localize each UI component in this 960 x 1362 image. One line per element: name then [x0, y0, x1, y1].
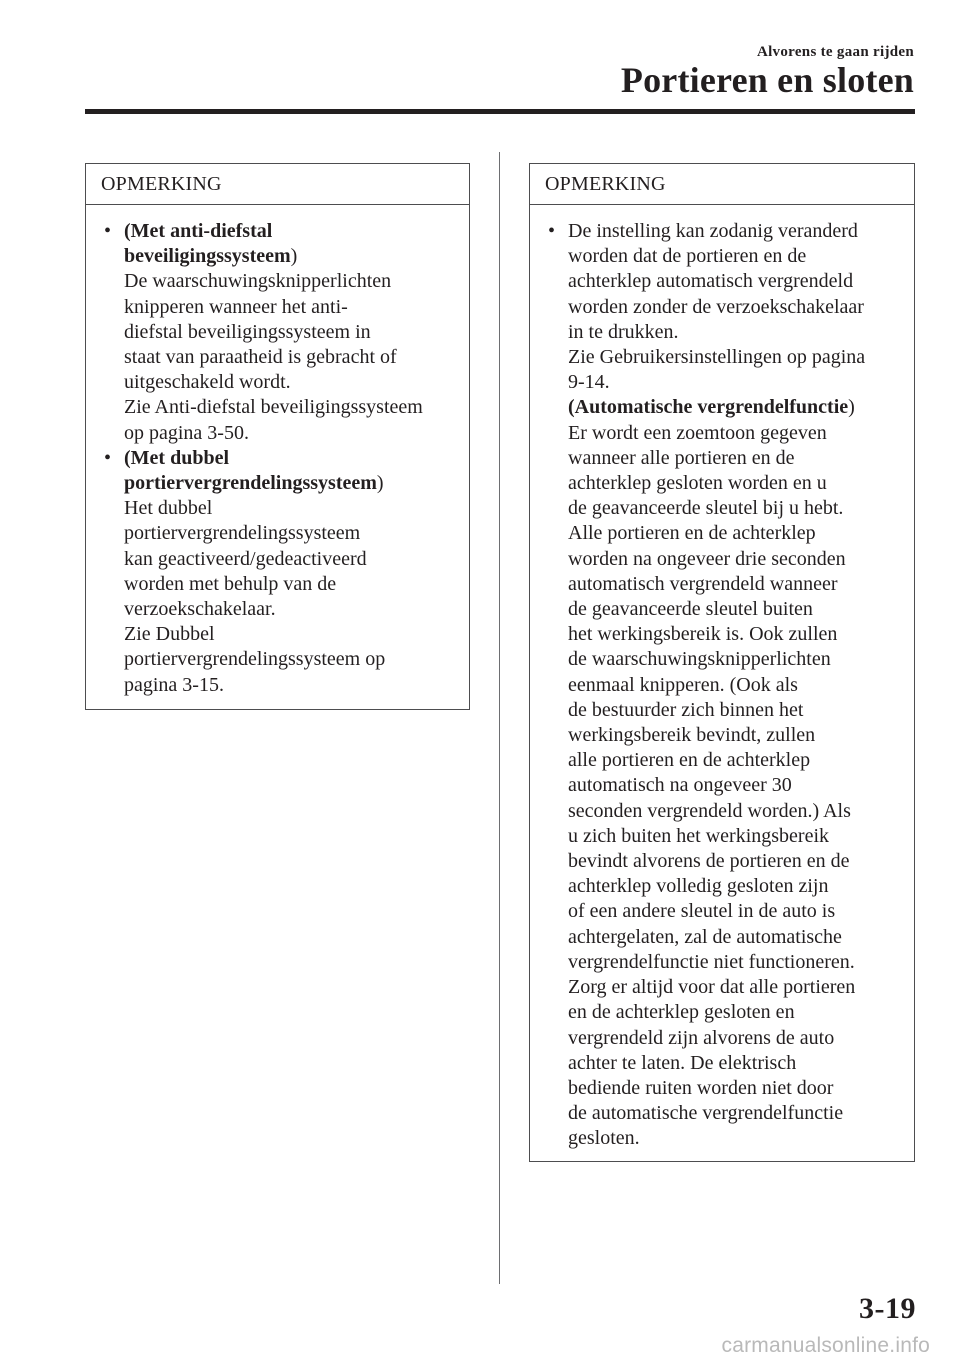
text-line [124, 421, 463, 446]
plain-text: worden zonder de verzoekschakelaar [568, 295, 864, 318]
text-line [568, 244, 908, 269]
text-line [568, 824, 908, 849]
text-line [124, 395, 463, 420]
plain-text: Zie Dubbel [124, 623, 215, 646]
header-rule [85, 109, 915, 114]
bullet: • [548, 220, 556, 242]
plain-text: het werkingsbereik is. Ook zullen [568, 623, 838, 646]
text-line [568, 748, 908, 773]
plain-text: op pagina 3-50. [124, 421, 249, 444]
bold-text: (Met anti-diefstal [124, 220, 273, 242]
text-line [568, 521, 908, 546]
text-line [124, 647, 463, 672]
bullet: • [104, 446, 112, 469]
plain-text: knipperen wanneer het anti- [124, 295, 348, 318]
note-body [86, 205, 469, 698]
plain-text: Alle portieren en de achterklep [568, 522, 816, 545]
plain-text: portiervergrendelingssysteem [124, 522, 361, 545]
bullet: • [104, 220, 112, 242]
plain-text: kan geactiveerd/gedeactiveerd [124, 547, 367, 570]
plain-text: of een andere sleutel in de auto is [568, 900, 836, 923]
page-title: Portieren en sloten [620, 60, 914, 100]
text-line [568, 471, 908, 496]
text-line [568, 395, 908, 420]
plain-text: ) [290, 245, 298, 268]
text-line [568, 1076, 908, 1101]
plain-text: bediende ruiten worden niet door [568, 1076, 834, 1099]
text-line [124, 219, 463, 244]
plain-text: de geavanceerde sleutel buiten [568, 598, 813, 621]
plain-text: 9-14. [568, 371, 610, 394]
plain-text: de automatische vergrendelfunctie [568, 1102, 844, 1125]
text-line [568, 547, 908, 572]
plain-text: worden met behulp van de [124, 572, 337, 595]
note-body [530, 205, 914, 1152]
text-line [568, 320, 908, 345]
plain-text: uitgeschakeld wordt. [124, 371, 291, 394]
plain-text: automatisch na ongeveer 30 [568, 774, 792, 797]
text-line [568, 1101, 908, 1126]
text-line [124, 320, 463, 345]
plain-text: pagina 3-15. [124, 673, 224, 696]
section-label: Alvorens te gaan rijden [756, 44, 914, 60]
bold-text: portiervergrendelingssysteem [124, 472, 377, 495]
text-line [124, 295, 463, 320]
plain-text: achterklep automatisch vergrendeld [568, 270, 854, 293]
text-line [568, 496, 908, 521]
text-line [568, 773, 908, 798]
text-line [568, 219, 908, 244]
text-line [124, 547, 463, 572]
text-line [568, 1051, 908, 1076]
bold-text: (Automatische vergrendelfunctie [568, 396, 849, 419]
text-line [568, 370, 908, 395]
text-line [568, 698, 908, 723]
text-line [124, 521, 463, 546]
note-list-item [544, 219, 908, 1152]
text-line [124, 496, 463, 521]
text-line [568, 1026, 908, 1051]
text-line [124, 370, 463, 395]
text-line [568, 849, 908, 874]
text-line [568, 622, 908, 647]
text-line [124, 673, 463, 698]
plain-text: achterklep gesloten worden en u [568, 472, 827, 495]
plain-text: wanneer alle portieren en de [568, 446, 795, 469]
plain-text: staat van paraatheid is gebracht of [124, 346, 397, 369]
text-line [568, 950, 908, 975]
text-line [568, 295, 908, 320]
note-list-item [100, 219, 463, 446]
text-line [568, 572, 908, 597]
plain-text: alle portieren en de achterklep [568, 749, 811, 772]
plain-text: Het dubbel [124, 497, 213, 520]
text-line [568, 597, 908, 622]
plain-text: ) [376, 472, 384, 495]
text-line [124, 622, 463, 647]
plain-text: De instelling kan zodanig veranderd [568, 220, 858, 242]
plain-text: diefstal beveiligingssysteem in [124, 320, 371, 343]
plain-text: verzoekschakelaar. [124, 598, 276, 621]
text-line [124, 244, 463, 269]
text-line [568, 925, 908, 950]
text-line [568, 345, 908, 370]
text-line [568, 1000, 908, 1025]
text-line [124, 572, 463, 597]
watermark: carmanualsonline.info [721, 1334, 930, 1357]
text-line [568, 799, 908, 824]
plain-text: en de achterklep gesloten en [568, 1001, 795, 1024]
plain-text: gesloten. [568, 1127, 640, 1150]
bold-text: (Met dubbel [124, 446, 229, 469]
plain-text: de geavanceerde sleutel bij u hebt. [568, 497, 844, 520]
column-divider [499, 152, 500, 1284]
note-list-item [100, 446, 463, 698]
note-box-left [85, 163, 470, 710]
text-line [568, 1126, 908, 1151]
plain-text: achter te laten. De elektrisch [568, 1051, 797, 1074]
text-line [568, 446, 908, 471]
plain-text: Er wordt een zoemtoon gegeven [568, 421, 827, 444]
note-box-right [529, 163, 915, 1162]
text-line [568, 975, 908, 1000]
plain-text: Zie Gebruikersinstellingen op pagina [568, 346, 866, 369]
plain-text: seconden vergrendeld worden.) Als [568, 799, 851, 822]
note-heading: OPMERKING [530, 164, 914, 205]
plain-text: werkingsbereik bevindt, zullen [568, 724, 816, 747]
text-line [124, 597, 463, 622]
plain-text: ) [848, 396, 855, 419]
text-line [568, 899, 908, 924]
text-line [124, 345, 463, 370]
page-number: 3-19 [859, 1292, 916, 1325]
plain-text: worden na ongeveer drie seconden [568, 547, 846, 570]
text-line [124, 446, 463, 471]
note-heading: OPMERKING [86, 164, 469, 205]
plain-text: Zorg er altijd voor dat alle portieren [568, 976, 856, 999]
text-line [568, 647, 908, 672]
plain-text: achtergelaten, zal de automatische [568, 925, 842, 948]
text-line [124, 269, 463, 294]
text-line [568, 269, 908, 294]
plain-text: De waarschuwingsknipperlichten [124, 270, 392, 293]
text-line [124, 471, 463, 496]
text-line [568, 874, 908, 899]
plain-text: bevindt alvorens de portieren en de [568, 850, 850, 873]
plain-text: u zich buiten het werkingsbereik [568, 824, 830, 847]
plain-text: vergrendelfunctie niet functioneren. [568, 950, 855, 973]
plain-text: vergrendeld zijn alvorens de auto [568, 1026, 835, 1049]
text-line [568, 723, 908, 748]
plain-text: portiervergrendelingssysteem op [124, 648, 386, 671]
text-line [568, 421, 908, 446]
plain-text: achterklep volledig gesloten zijn [568, 875, 829, 898]
bold-text: beveiligingssysteem [124, 245, 291, 268]
plain-text: worden dat de portieren en de [568, 245, 807, 268]
plain-text: in te drukken. [568, 320, 679, 343]
text-line [568, 673, 908, 698]
plain-text: de waarschuwingsknipperlichten [568, 648, 831, 671]
plain-text: eenmaal knipperen. (Ook als [568, 673, 798, 696]
plain-text: de bestuurder zich binnen het [568, 698, 804, 721]
plain-text: automatisch vergrendeld wanneer [568, 572, 838, 595]
plain-text: Zie Anti-diefstal beveiligingssysteem [124, 396, 423, 419]
